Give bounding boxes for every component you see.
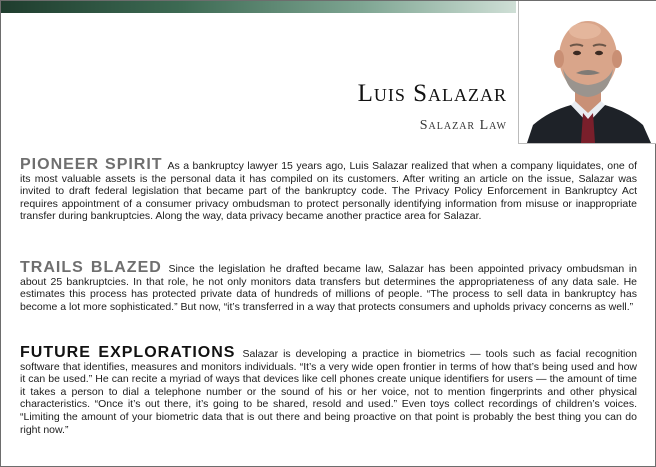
section-pioneer-spirit bbox=[20, 156, 637, 223]
accent-bar bbox=[1, 1, 516, 13]
profile-name: Luis Salazar bbox=[357, 80, 507, 107]
section-future-explorations bbox=[20, 344, 638, 436]
section-heading: TRAILS BLAZED bbox=[20, 259, 162, 276]
section-body: As a bankruptcy lawyer 15 years ago, Luis Salazar realized that when a company liquidates, one of its most valuable assets is the personal data it has compiled on its customers. After writing an article on the issue, Salazar was invited to draft federal legislation that became part of the bankruptcy code. The Privacy Policy Enforcement in Bankruptcy Act requires appointment of a consumer privacy ombudsman to protect personally identifying information from misuse or inappropriate transfer during bankruptcies. Along the way, data privacy became another practice area for Salazar. bbox=[20, 160, 637, 223]
section-heading: FUTURE EXPLORATIONS bbox=[20, 344, 236, 361]
section-body: Since the legislation he drafted became law, Salazar has been appointed privacy ombudsman in about 25 bankruptcies. In that role, he not only monitors data transfers but determines the appropriateness of any data sale. He estimates this process has protected private data of hundreds of millions of people. “The process to sell data in bankruptcy has become a lot more sophisticated.” But now, “it’s transferred in a way that protects consumers and upholds privacy concerns as well.” bbox=[20, 263, 638, 313]
profile-firm: Salazar Law bbox=[419, 118, 507, 133]
section-trails-blazed bbox=[20, 259, 638, 313]
portrait-photo bbox=[518, 1, 656, 144]
section-heading: PIONEER SPIRIT bbox=[20, 156, 163, 173]
section-body: Salazar is developing a practice in biometrics — tools such as facial recognition software that identifies, measures and monitors individuals. “It’s a very wide open frontier in terms of how that’s being used and how it can be used.” He can recite a myriad of ways that devices like cell phones create unique identifiers for users — the amount of time it takes a person to dial a telephone number or the sound of his or her voice, not to mention fingerprints and other physical characteristics. “Once it’s out there, it’s going to be shared, resold and used.” Even toys collect recordings of children’s voices. “Limiting the amount of your biometric data that is out there and being proactive on that point is probably the best thing you can do right now.” bbox=[20, 348, 638, 436]
